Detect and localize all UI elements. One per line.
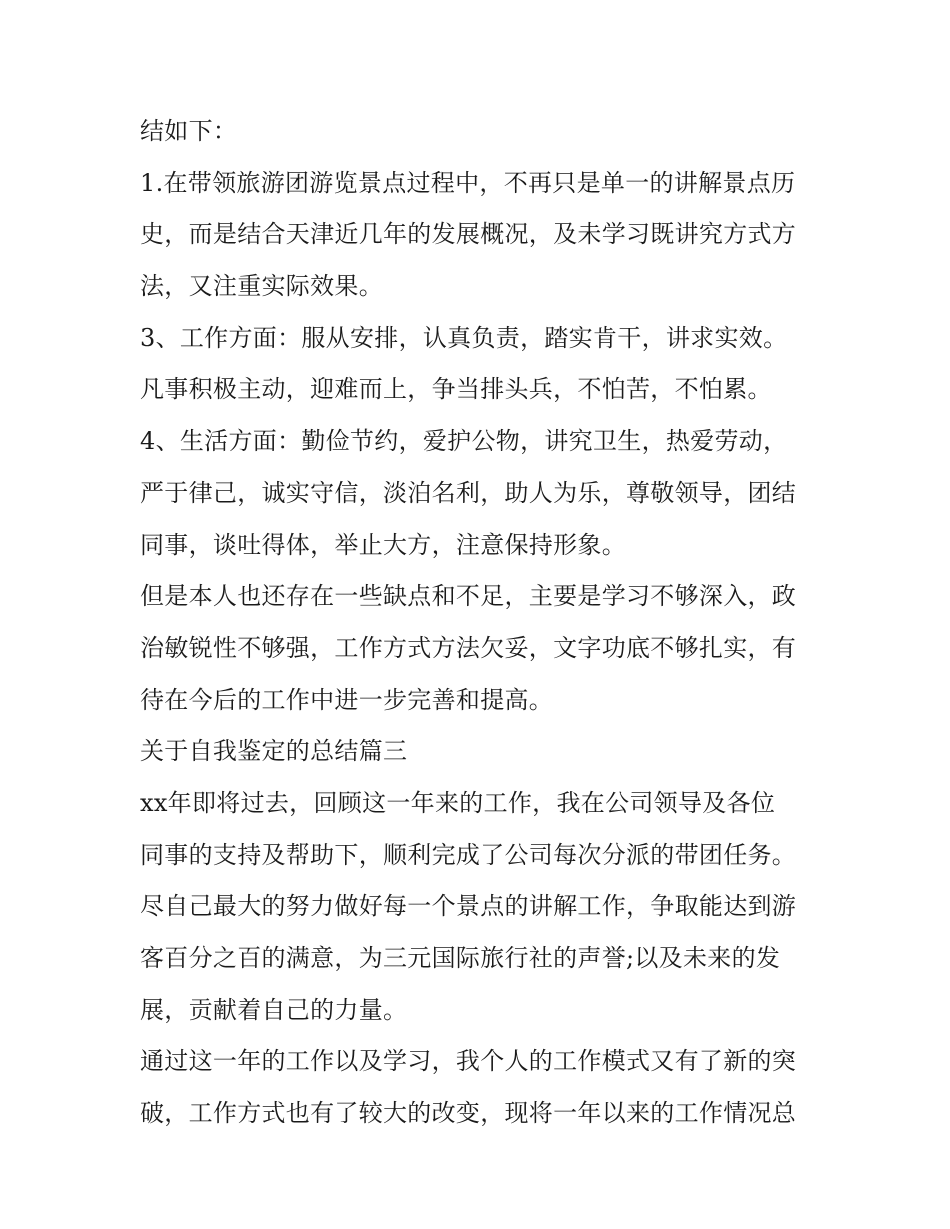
text-line: 同事，谈吐得体，举止大方，注意保持形象。	[140, 530, 626, 559]
text-line: 治敏锐性不够强，工作方式方法欠妥，文字功底不够扎实，有	[140, 633, 797, 662]
text-line: 通过这一年的工作以及学习，我个人的工作模式又有了新的突	[140, 1047, 797, 1076]
text-line: 1.在带领旅游团游览景点过程中，不再只是单一的讲解景点历	[140, 168, 796, 197]
text-line: 尽自己最大的努力做好每一个景点的讲解工作，争取能达到游	[140, 892, 797, 921]
text-line: 客百分之百的满意，为三元国际旅行社的声誉;以及未来的发	[140, 944, 781, 972]
document-body	[140, 106, 820, 1140]
text-line: 结如下：	[140, 117, 238, 145]
text-line: 待在今后的工作中进一步完善和提高。	[140, 685, 554, 714]
text-line: 但是本人也还存在一些缺点和不足，主要是学习不够深入，政	[140, 582, 797, 611]
text-line: 破，工作方式也有了较大的改变，现将一年以来的工作情况总	[140, 1099, 797, 1128]
section-heading: 关于自我鉴定的总结篇三	[140, 737, 408, 766]
text-line: 凡事积极主动，迎难而上，争当排头兵，不怕苦，不怕累。	[140, 375, 772, 404]
text-line: 同事的支持及帮助下，顺利完成了公司每次分派的带团任务。	[140, 840, 797, 869]
text-line: 史，而是结合天津近几年的发展概况，及未学习既讲究方式方	[140, 220, 797, 249]
text-line: 3、工作方面：服从安排，认真负责，踏实肯干，讲求实效。	[140, 323, 788, 352]
text-line: 法，又注重实际效果。	[140, 272, 383, 301]
text-line: xx年即将过去，回顾这一年来的工作，我在公司领导及各位	[140, 788, 776, 817]
text-line: 展，贡献着自己的力量。	[140, 995, 408, 1024]
text-line: 4、生活方面：勤俭节约，爱护公物，讲究卫生，热爱劳动，	[140, 427, 788, 456]
text-line: 严于律己，诚实守信，淡泊名利，助人为乐，尊敬领导，团结	[140, 478, 797, 507]
